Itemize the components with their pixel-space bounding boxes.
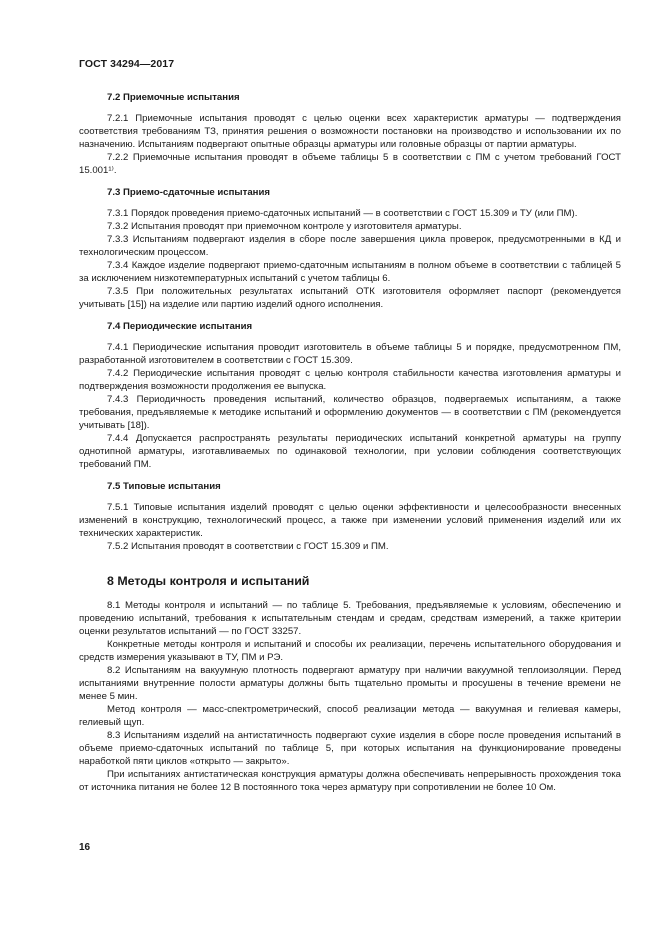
section-title: 7.5 Типовые испытания [107,481,221,492]
paragraph: 7.4.2 Периодические испытания проводят с целью контроля стабильности качества изготовления арматуры и подтверждения возможности продолжения ее выпуска. [79,368,621,392]
paragraph: 7.4.4 Допускается распространять результаты периодических испытаний конкретной арматуры на группу однотипной арматуры, изготавливаемых по одинаковой технологии, при условии соблюдения соответствующих требований ПМ. [79,433,621,470]
section-7-4 [79,320,621,471]
paragraph: 7.4.1 Периодические испытания проводит изготовитель в объеме таблицы 5 и порядке, предусмотренном ПМ, разработанной изготовителем в соответствии с ГОСТ 15.309. [79,342,621,366]
paragraph: При испытаниях антистатическая конструкция арматуры должна обеспечивать непрерывность прохождения тока от источника питания не более 12 В постоянного тока через арматуру при сопротивлении не более 10 Ом. [79,769,621,793]
paragraph: 7.3.4 Каждое изделие подвергают приемо-сдаточным испытаниям в полном объеме в соответствии с таблицей 5 за исключением низкотемпературных испытаний с учетом таблицы 6. [79,260,621,284]
paragraph: 7.5.1 Типовые испытания изделий проводят с целью оценки эффективности и целесообразности внесенных изменений в конструкцию, технологический процесс, а также при изменении условий применения изделий или их технических характеристик. [79,502,621,539]
chapter-8 [79,573,621,794]
chapter-title: 8 Методы контроля и испытаний [107,574,310,588]
section-title: 7.2 Приемочные испытания [107,92,240,103]
paragraph: 7.3.1 Порядок проведения приемо-сдаточных испытаний — в соответствии с ГОСТ 15.309 и ТУ (или ПМ). [107,208,578,219]
paragraph: Метод контроля — масс-спектрометрический, способ реализации метода — вакуумная и гелиевая камеры, гелиевый щуп. [79,704,621,728]
section-7-2 [79,91,621,177]
spacer [79,562,621,573]
paragraph: 8.1 Методы контроля и испытаний — по таблице 5. Требования, предъявляемые к условиям, обеспечению и проведению испытаний, требования к испытательным стендам и средам, средствам измерений, а также критерии оценки результатов испытаний — по ГОСТ 33257. [79,600,621,637]
section-title: 7.4 Периодические испытания [107,321,253,332]
document-body [79,91,621,794]
page-number: 16 [79,842,91,853]
paragraph: 7.2.1 Приемочные испытания проводят с целью оценки всех характеристик арматуры — подтверждения соответствия требованиям ТЗ, принятия решения о возможности постановки на производство и использовании их по назначению. Испытаниям подвергают опытные образцы арматуры или головные образцы от партии арматуры. [79,113,621,150]
paragraph: 8.3 Испытаниям изделий на антистатичность подвергают сухие изделия в сборе после проведения испытаний в объеме приемо-сдаточных испытаний по таблице 5, при которых испытания на функционирование проведены наработкой пяти циклов «открыто — закрыто». [79,730,621,767]
paragraph: 7.5.2 Испытания проводят в соответствии с ГОСТ 15.309 и ПМ. [107,541,389,552]
paragraph: Конкретные методы контроля и испытаний и способы их реализации, перечень испытательного оборудования и средств измерения указывают в ТУ, ПМ и РЭ. [79,639,621,663]
paragraph: 8.2 Испытаниям на вакуумную плотность подвергают арматуру при наличии вакуумной теплоизоляции. Перед испытаниями внутренние полости арматуры должны быть тщательно промыты и просушены в течение времени не менее 5 мин. [79,665,621,702]
paragraph: 7.2.2 Приемочные испытания проводят в объеме таблицы 5 в соответствии с ПМ с учетом требований ГОСТ 15.001¹⁾. [79,152,621,176]
paragraph: 7.4.3 Периодичность проведения испытаний, количество образцов, подвергаемых испытаниям, а также требования, предъявляемые к методике испытаний и оформлению документов — в соответствии с ПМ (рекомендуется учитывать [18]). [79,394,621,431]
section-7-3 [79,186,621,311]
document-id: ГОСТ 34294—2017 [79,58,175,70]
paragraph: 7.3.3 Испытаниям подвергают изделия в сборе после завершения цикла проверок, предусмотренными в КД и технологическим процессом. [79,234,621,258]
section-title: 7.3 Приемо-сдаточные испытания [107,187,270,198]
paragraph: 7.3.2 Испытания проводят при приемочном контроле у изготовителя арматуры. [107,221,462,232]
paragraph: 7.3.5 При положительных результатах испытаний ОТК изготовителя оформляет паспорт (рекомендуется учитывать [15]) на изделие или партию изделий одного исполнения. [79,286,621,310]
section-7-5 [79,480,621,553]
